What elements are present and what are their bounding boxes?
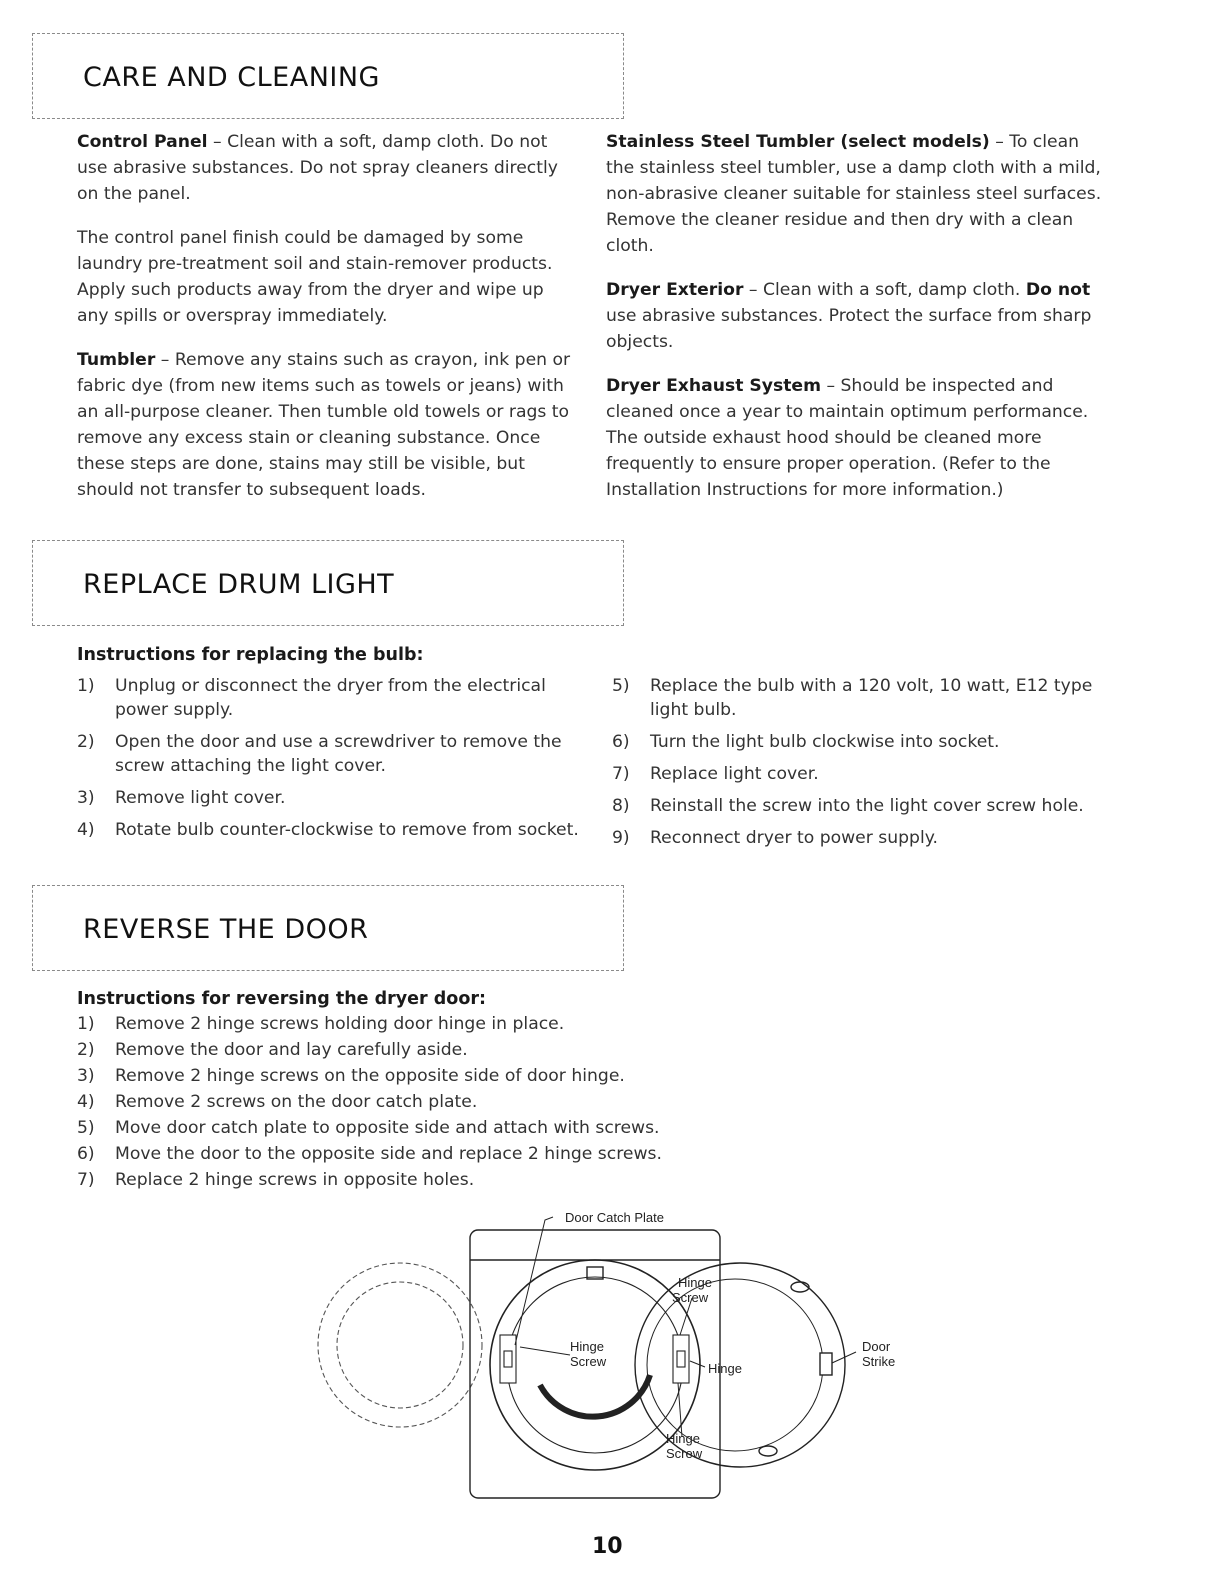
step-number: 6): [612, 732, 630, 752]
door-subtitle: Instructions for reversing the dryer door:: [77, 989, 486, 1009]
label-door-catch-plate: Door Catch Plate: [565, 1210, 664, 1225]
section-title-care: CARE AND CLEANING: [83, 62, 380, 93]
label-hinge-screw-top-line2: Screw: [672, 1290, 709, 1305]
care-control-panel-paragraph: Control Panel – Clean with a soft, damp cloth. Do not use abrasive substances. Do not spray cleaners directly on the panel.: [77, 132, 558, 204]
label-hinge-screw-mid-line2: Screw: [570, 1354, 607, 1369]
leader-lines: [515, 1217, 856, 1437]
step-text: Reconnect dryer to power supply.: [650, 828, 938, 848]
step-item: [77, 1012, 777, 1036]
step-item: [77, 1038, 777, 1062]
step-item: [612, 674, 1112, 722]
section-header-drum: [32, 540, 624, 626]
care-stainless-paragraph: Stainless Steel Tumbler (select models) – To clean the stainless steel tumbler, use a damp cloth with a mild, non-abrasive cleaner suitable for stainless steel surfaces. Remove the cleaner residue and then dry with a clean cloth.: [606, 132, 1102, 256]
step-number: 6): [77, 1144, 95, 1164]
step-item: [612, 762, 1112, 786]
step-number: 3): [77, 788, 95, 808]
step-text: Rotate bulb counter-clockwise to remove from socket.: [115, 820, 579, 840]
section-header-door: [32, 885, 624, 971]
step-item: [77, 1168, 777, 1192]
step-text: Unplug or disconnect the dryer from the electrical power supply.: [115, 676, 546, 720]
page-number: 10: [592, 1534, 623, 1559]
step-item: [77, 674, 597, 722]
label-hinge-screw-bottom-line2: Screw: [666, 1446, 703, 1461]
step-text: Turn the light bulb clockwise into socket.: [650, 732, 1000, 752]
section-title-drum: REPLACE DRUM LIGHT: [83, 569, 395, 600]
step-number: 2): [77, 732, 95, 752]
step-text: Remove the door and lay carefully aside.: [115, 1040, 468, 1060]
step-item: [77, 786, 597, 810]
care-right-column: [606, 129, 1106, 521]
drum-subtitle: Instructions for replacing the bulb:: [77, 645, 424, 665]
step-number: 4): [77, 820, 95, 840]
care-tumbler-paragraph: Tumbler – Remove any stains such as crayon, ink pen or fabric dye (from new items such as towels or jeans) with an all-purpose cleaner. Then tumble old towels or rags to remove any excess stain or cleaning substance. Once these steps are done, stains may still be visible, but should not transfer to subsequent loads.: [77, 350, 571, 500]
step-number: 5): [612, 676, 630, 696]
step-text: Open the door and use a screwdriver to remove the screw attaching the light cover.: [115, 732, 562, 776]
step-item: [612, 794, 1112, 818]
care-finish-paragraph: The control panel finish could be damaged by some laundry pre-treatment soil and stain-remover products. Apply such products away from the dryer and wipe up any spills or overspray immediately.: [77, 228, 553, 326]
step-number: 7): [77, 1170, 95, 1190]
step-text: Move the door to the opposite side and replace 2 hinge screws.: [115, 1144, 662, 1164]
step-number: 4): [77, 1092, 95, 1112]
step-text: Reinstall the screw into the light cover screw hole.: [650, 796, 1084, 816]
step-text: Replace light cover.: [650, 764, 819, 784]
care-exhaust-paragraph: Dryer Exhaust System – Should be inspected and cleaned once a year to maintain optimum performance. The outside exhaust hood should be cleaned more frequently to ensure proper operation. (Refer to the Installation Instructions for more information.): [606, 376, 1089, 500]
step-item: [77, 1090, 777, 1114]
step-item: [77, 818, 597, 842]
step-item: [612, 730, 1112, 754]
label-hinge-screw-bottom-line1: Hinge: [666, 1431, 700, 1446]
step-text: Move door catch plate to opposite side and attach with screws.: [115, 1118, 660, 1138]
label-hinge-screw-mid-line1: Hinge: [570, 1339, 604, 1354]
step-text: Remove 2 hinge screws on the opposite side of door hinge.: [115, 1066, 625, 1086]
door-steps: [77, 1012, 777, 1194]
label-hinge-screw-top-line1: Hinge: [678, 1275, 712, 1290]
label-door-strike-line1: Door: [862, 1339, 891, 1354]
step-number: 1): [77, 676, 95, 696]
step-text: Replace the bulb with a 120 volt, 10 watt, E12 type light bulb.: [650, 676, 1093, 720]
step-item: [77, 1116, 777, 1140]
step-number: 7): [612, 764, 630, 784]
step-number: 2): [77, 1040, 95, 1060]
care-exterior-paragraph: Dryer Exterior – Clean with a soft, damp cloth. Do not use abrasive substances. Protect the surface from sharp objects.: [606, 280, 1092, 352]
step-text: Remove 2 screws on the door catch plate.: [115, 1092, 478, 1112]
drum-steps-left: [77, 674, 597, 850]
section-title-door: REVERSE THE DOOR: [83, 914, 369, 945]
step-number: 9): [612, 828, 630, 848]
step-number: 3): [77, 1066, 95, 1086]
step-number: 8): [612, 796, 630, 816]
drum-steps-right: [612, 674, 1112, 858]
removed-door-outline: [318, 1263, 482, 1427]
step-item: [77, 1064, 777, 1088]
step-item: [612, 826, 1112, 850]
step-text: Remove 2 hinge screws holding door hinge in place.: [115, 1014, 565, 1034]
label-door-strike-line2: Strike: [862, 1354, 896, 1369]
section-header-care: [32, 33, 624, 119]
step-text: Replace 2 hinge screws in opposite holes.: [115, 1170, 475, 1190]
care-left-column: [77, 129, 577, 521]
label-hinge: Hinge: [708, 1361, 742, 1376]
step-item: [77, 1142, 777, 1166]
step-number: 5): [77, 1118, 95, 1138]
step-text: Remove light cover.: [115, 788, 286, 808]
door-reversal-diagram: [300, 1205, 920, 1505]
step-item: [77, 730, 597, 778]
step-number: 1): [77, 1014, 95, 1034]
